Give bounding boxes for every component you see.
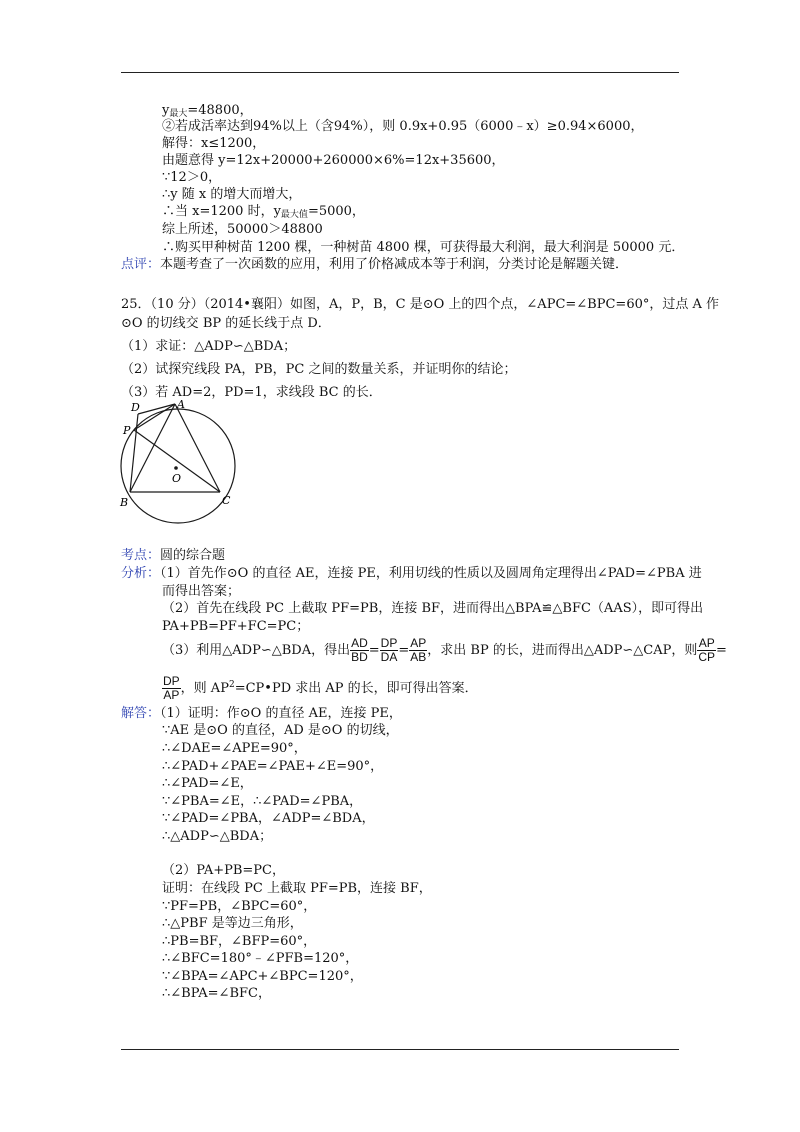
jieda-line-1: 解答：（1）证明：作⊙O 的直径 AE，连接 PE， — [121, 706, 402, 721]
label-o: O — [172, 472, 182, 485]
comment-line: 点评：本题考查了一次函数的应用，利用了价格减成本等于利润，分类讨论是解题关键． — [121, 257, 629, 272]
label-a: A — [177, 398, 185, 411]
prev-line-9: ∴购买甲种树苗 1200 棵，一种树苗 4800 棵，可获得最大利润，最大利润是 50000 元． — [162, 240, 685, 255]
prev-line-2: ②若成活率达到94%以上（含94%），则 0.9x+0.95（6000﹣x）≥0.94×6000， — [162, 119, 644, 134]
label-b: B — [120, 496, 129, 509]
jieda-line-9: （2）PA+PB=PC， — [162, 863, 285, 878]
header-rule — [121, 72, 679, 73]
prev-line-4: 由题意得 y=12x+20000+260000×6%=12x+35600， — [162, 153, 505, 168]
jieda-line-2: ∵AE 是⊙O 的直径，AD 是⊙O 的切线， — [162, 723, 399, 738]
fenxi-line-6: $\frac{DP}{AP}$ ，则 $AP^2=CP•PD$ 求出 AP 的长，即可得出答案． — [163, 674, 478, 702]
q25-part-3: （3）若 AD=2，PD=1，求线段 BC 的长． — [121, 385, 382, 400]
jieda-line-5: ∴∠PAD=∠E， — [162, 776, 253, 791]
fraction-dp-ap: $\frac{DP}{AP}$ — [163, 674, 180, 702]
fraction-ad-bd: $\frac{AD}{BD}$ — [351, 636, 368, 664]
jieda-line-8: ∴△ADP∽△BDA； — [162, 829, 273, 844]
prev-line-7: ∴当 x=1200 时，$y_{最大值}=5000$， — [162, 204, 365, 220]
tangent-ad — [138, 404, 175, 414]
jieda-line-12: ∴△PBF 是等边三角形， — [162, 916, 303, 931]
q25-line-1: 25．（10 分）（2014•襄阳）如图，A，P，B，C 是⊙O 上的四个点，∠APC=∠BPC=60°，过点 A 作 — [121, 297, 720, 312]
jieda-line-11: ∵PF=PB，∠BPC=60°， — [162, 899, 317, 914]
segment-db — [130, 414, 138, 492]
comment-label: 点评： — [121, 257, 161, 272]
label-d: D — [131, 401, 140, 414]
fraction-ap-ab: $\frac{AP}{AB}$ — [410, 636, 427, 664]
kaodian-line: 考点：圆的综合题 — [121, 548, 226, 563]
jieda-line-15: ∵∠BPA=∠APC+∠BPC=120°， — [162, 969, 363, 984]
fraction-dp-da: $\frac{DP}{DA}$ — [380, 636, 398, 664]
jieda-line-7: ∵∠PAD=∠PBA，∠ADP=∠BDA， — [162, 811, 375, 826]
fenxi-line-3: （2）首先在线段 PC 上截取 PF=PB，连接 BF，进而得出△BPA≌△BFC（AAS），即可得出 — [162, 601, 704, 616]
jieda-line-14: ∴∠BFC=180°﹣∠PFB=120°， — [162, 951, 359, 966]
prev-line-5: ∵12＞0， — [162, 170, 222, 185]
fenxi-line-2: 而得出答案； — [162, 584, 241, 599]
q25-part-2: （2）试探究线段 PA，PB，PC 之间的数量关系，并证明你的结论； — [121, 362, 517, 377]
jieda-line-10: 证明：在线段 PC 上截取 PF=PB，连接 BF， — [162, 881, 432, 896]
jieda-line-16: ∴∠BPA=∠BFC， — [162, 986, 271, 1001]
fenxi-label: 分析： — [121, 566, 161, 581]
prev-line-3: 解得：x≤1200， — [162, 136, 266, 151]
circle-figure — [118, 398, 243, 528]
prev-line-8: 综上所述，50000＞48800 — [162, 222, 323, 237]
fenxi-line-5: （3）利用△ADP∽△BDA，得出 $\frac{AD}{BD}$ = $\frac{DP}{DA}$ = $\frac{AP}{AB}$ ，求出 BP 的长，进而得出△ADP∽△CAP，则 $\frac{AP}{CP}$ = — [162, 636, 727, 664]
fenxi-line-1: 分析：（1）首先作⊙O 的直径 AE，连接 PE，利用切线的性质以及圆周角定理得出∠PAD=∠PBA 进 — [121, 566, 702, 581]
jieda-line-4: ∴∠PAD+∠PAE=∠PAE+∠E=90°， — [162, 759, 384, 774]
jieda-line-3: ∴∠DAE=∠APE=90°， — [162, 741, 307, 756]
q25-line-2: ⊙O 的切线交 BP 的延长线于点 D． — [121, 316, 331, 331]
segment-ac — [175, 404, 220, 492]
fraction-ap-cp: $\frac{AP}{CP}$ — [698, 636, 716, 664]
label-c: C — [222, 494, 231, 507]
circle-o — [121, 409, 235, 523]
q25-part-1: （1）求证：△ADP∽△BDA； — [121, 339, 297, 354]
segment-ab — [130, 404, 175, 492]
jieda-line-6: ∵∠PBA=∠E，∴∠PAD=∠PBA， — [162, 794, 363, 809]
prev-line-1: $y_{最大}=48800$， — [162, 103, 253, 119]
fenxi-line-4: PA+PB=PF+FC=PC； — [162, 619, 310, 634]
label-p: P — [123, 424, 131, 437]
footer-rule — [121, 1049, 679, 1050]
center-dot — [174, 466, 178, 470]
jieda-line-13: ∴PB=BF，∠BFP=60°， — [162, 934, 317, 949]
kaodian-label: 考点： — [121, 548, 161, 563]
prev-line-6: ∴y 随 x 的增大而增大， — [162, 187, 302, 202]
jieda-label: 解答： — [121, 706, 161, 721]
